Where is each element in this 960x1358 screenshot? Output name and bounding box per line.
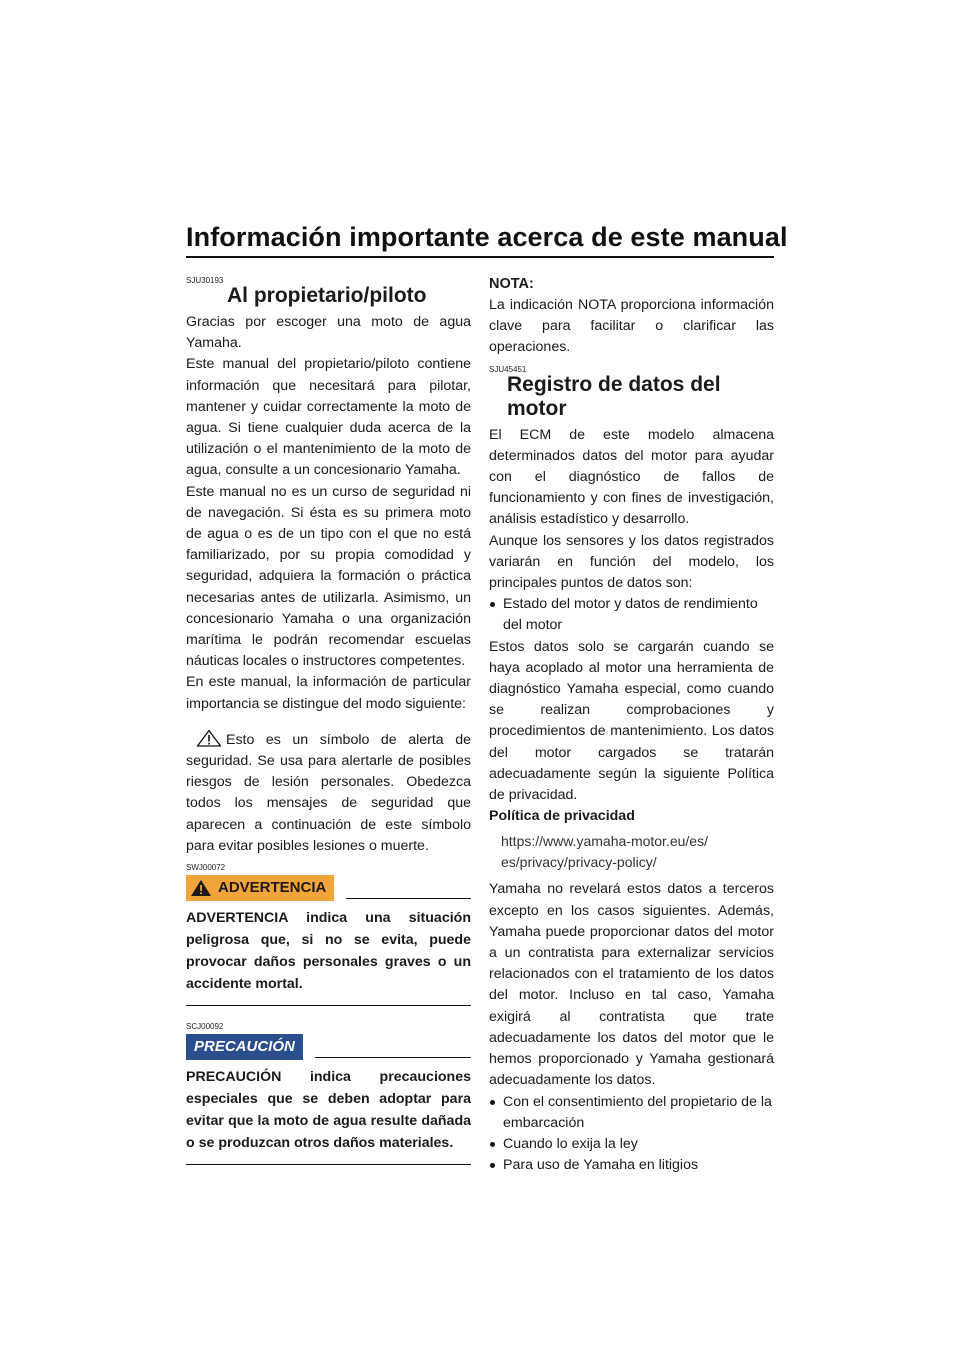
paragraph: Gracias por escoger una moto de agua Yamaha. <box>186 314 471 352</box>
safety-alert-text: Esto es un símbolo de alerta de seguridad. Se usa para alertarle de posibles riesgos de lesión personales. Obedezca todos los mensajes de seguridad que aparecen a continuación de este símbolo para evitar posibles lesiones o muerte. <box>186 731 471 854</box>
url-line: https://www.yamaha-motor.eu/es/ <box>501 833 708 850</box>
section-code: SJU45451 <box>489 364 527 374</box>
privacy-heading: Política de privacidad <box>489 808 635 825</box>
warning-text: ADVERTENCIA indica una situación peligrosa que, si no se evita, puede provocar daños personales graves o un accidente mortal. <box>186 910 471 993</box>
warning-triangle-icon <box>190 879 212 897</box>
bullet-list <box>489 1092 774 1177</box>
warning-box-end <box>186 1005 471 1006</box>
bullet-list <box>489 594 774 636</box>
warning-banner <box>186 875 471 901</box>
caution-banner <box>186 1034 471 1060</box>
paragraph: El ECM de este modelo almacena determinados datos del motor para ayudar con el diagnóstico de fallos de funcionamiento y con fines de investigación, análisis estadístico y desarrollo. <box>489 426 774 528</box>
banner-rule <box>346 898 471 899</box>
paragraph: En este manual, la información de particular importancia se distingue del modo siguiente: <box>186 674 471 712</box>
privacy-url[interactable] <box>489 831 774 873</box>
safety-alert-paragraph <box>186 729 471 857</box>
section-title-owner: Al propietario/piloto <box>227 284 427 307</box>
caution-box-end <box>186 1164 471 1165</box>
caution-text: PRECAUCIÓN indica precauciones especiales que se deben adoptar para evitar que la moto de agua resulte dañada o se produzcan otros daños materiales. <box>186 1069 471 1152</box>
footer-watermark: carmanualsonline.info <box>790 1336 934 1351</box>
caution-label: PRECAUCIÓN <box>186 1034 303 1060</box>
left-column <box>186 270 471 1165</box>
url-line: es/privacy/privacy-policy/ <box>501 854 657 871</box>
paragraph: Yamaha no revelará estos datos a terceros excepto en los casos siguientes. Además, Yamaha puede proporcionar datos del motor a un contratista para externalizar servicios relacionados con el tratamiento de los datos del motor. Incluso en tal caso, Yamaha exigirá al contratista que trate adecuadamente los datos del motor que le hemos proporcionado y Yamaha gestionará adecuadamente los datos. <box>489 881 774 1089</box>
list-item: Para uso de Yamaha en litigios <box>489 1155 774 1176</box>
list-item: Estado del motor y datos de rendimiento del motor <box>489 594 774 636</box>
paragraph: Este manual no es un curso de seguridad ni de navegación. Si ésta es su primera moto de agua o es de un tipo con el que no está familiarizado, por su propia comodidad y seguridad, adquiera la formación o práctica necesarias antes de utilizarla. Asimismo, un concesionario Yamaha o una organización marítima le podrán recomendar escuelas náuticas locales o instructores competentes. <box>186 483 471 670</box>
warning-triangle-icon <box>196 729 222 747</box>
section-code: SJU30193 <box>186 276 224 285</box>
paragraph: Este manual del propietario/piloto contiene información que necesitará para pilotar, mantener y cuidar correctamente la moto de agua. Si tiene cualquier duda acerca de la utilización o el mantenimiento de la moto de agua, consulte a un concesionario Yamaha. <box>186 356 471 479</box>
warning-label-text: ADVERTENCIA <box>218 879 327 897</box>
section-title-engine-data: Registro de datos del motor <box>507 372 721 420</box>
warning-code: SWJ00072 <box>186 863 226 873</box>
list-item: Con el consentimiento del propietario de la embarcación <box>489 1092 774 1134</box>
nota-text: La indicación NOTA proporciona información clave para facilitar o clarificar las operaciones. <box>489 297 774 356</box>
right-column <box>489 270 774 1176</box>
nota-label: NOTA: <box>489 276 534 292</box>
caution-code: SCJ00092 <box>186 1022 224 1032</box>
paragraph: Estos datos solo se cargarán cuando se haya acoplado al motor una herramienta de diagnóstico Yamaha especial, como cuando se realizan comprobaciones y procedimientos de mantenimiento. Los datos del motor cargados se tratarán adecuadamente según la siguiente Política de privacidad. <box>489 638 774 804</box>
banner-rule <box>315 1057 471 1058</box>
page-title: Información importante acerca de este manual <box>186 222 788 252</box>
list-item: Cuando lo exija la ley <box>489 1134 774 1155</box>
title-rule <box>186 256 774 258</box>
paragraph: Aunque los sensores y los datos registrados variarán en función del modelo, los principales puntos de datos son: <box>489 532 774 592</box>
warning-label <box>186 875 334 901</box>
